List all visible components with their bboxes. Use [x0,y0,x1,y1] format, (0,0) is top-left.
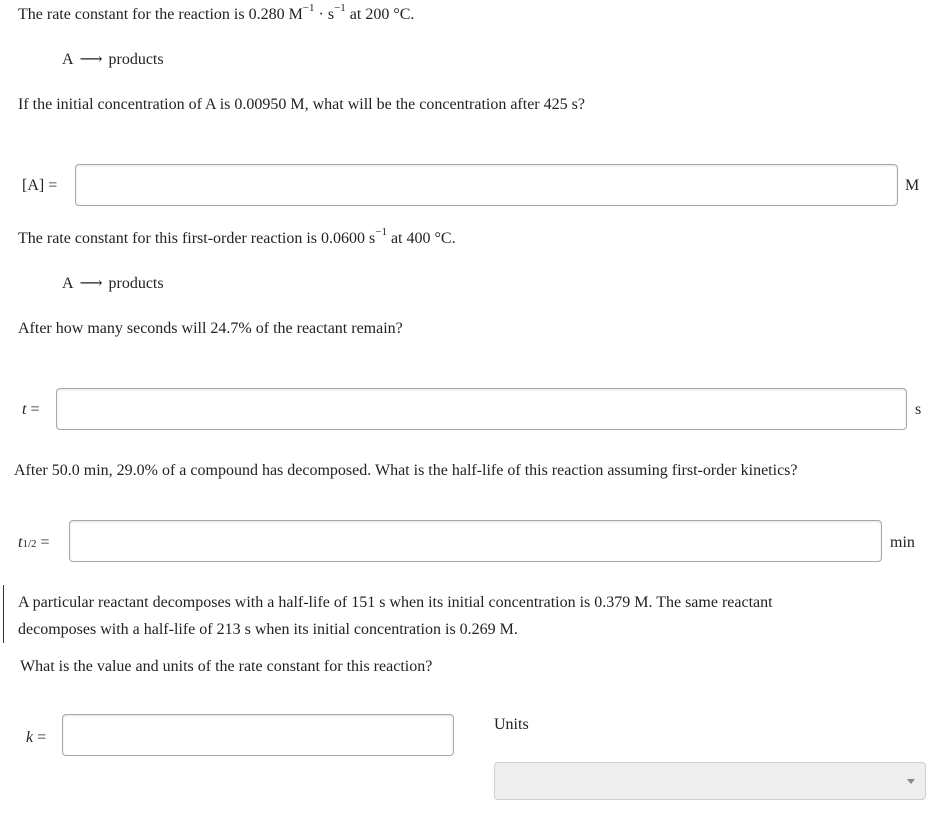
rate-constant-input[interactable] [62,714,454,756]
q2-prompt: The rate constant for this first-order reaction is 0.0600 $s^{-1}$ at 400 °C. [18,225,456,247]
q3-question: After 50.0 min, 29.0% of a compound has decomposed. What is the half-life of this reaction assuming first-order kinetics? [14,462,798,479]
q3-answer-label: t1/2 = [18,534,50,551]
q4-text-line1: A particular reactant decomposes with a half-life of 151 s when its initial concentration is 0.379 M. The same reactant [18,594,773,611]
q1-unit: M [905,177,920,194]
units-label: Units [494,716,529,733]
q2-answer-label: t = [22,401,40,418]
concentration-input[interactable] [75,164,898,206]
time-input[interactable] [56,388,907,430]
q2-unit: s [915,401,922,418]
question-divider [3,585,4,643]
q2-question: After how many seconds will 24.7% of the reactant remain? [18,320,403,337]
q1-reaction: A ⟶ products [62,51,164,68]
q4-text-line2: decomposes with a half-life of 213 s when its initial concentration is 0.269 M. [18,621,518,638]
chevron-down-icon [907,779,915,784]
q1-answer-label: [A] = [22,177,58,194]
q1-prompt: The rate constant for the reaction is 0.280 $M^{-1} \cdot s^{-1}$ at 200 °C. [18,1,415,23]
q4-answer-label: k = [26,729,47,746]
q3-unit: min [890,534,915,551]
q2-reaction: A ⟶ products [62,275,164,292]
units-select[interactable] [494,762,926,800]
half-life-input[interactable] [69,520,882,562]
q4-question: What is the value and units of the rate constant for this reaction? [20,658,433,675]
q1-question: If the initial concentration of A is 0.00950 M, what will be the concentration after 425 s? [18,96,585,113]
